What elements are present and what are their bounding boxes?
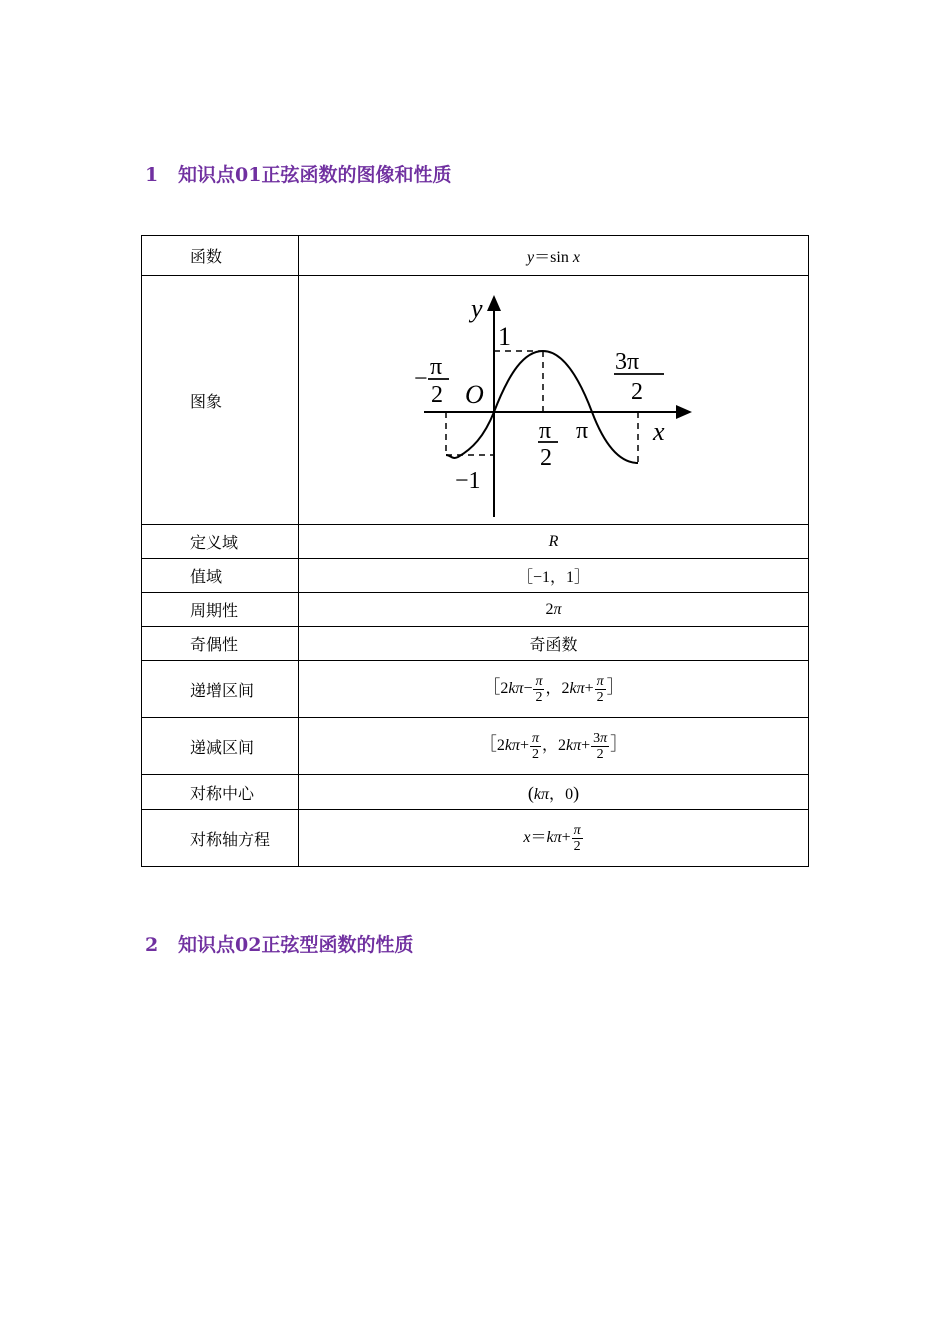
interval-comma: ， <box>545 680 562 698</box>
min-value-label: −1 <box>454 467 481 494</box>
row-label-axis: 对称轴方程 <box>142 810 299 867</box>
fraction-3pi-over-2 <box>591 731 609 762</box>
row-label-graph: 图象 <box>142 276 299 525</box>
neg-half-pi-minus: − <box>413 365 428 392</box>
fraction-numerator <box>591 731 609 747</box>
fraction-pi-over-2 <box>572 823 583 854</box>
fraction-numerator: π <box>531 730 539 746</box>
table-row <box>142 593 809 627</box>
neg-half-pi-numerator: π <box>429 353 442 380</box>
three-half-pi-numerator: 3π <box>614 348 639 375</box>
parity-value: 奇函数 <box>299 627 809 661</box>
fraction-denominator: 2 <box>531 746 539 762</box>
domain-value: R <box>299 525 809 559</box>
y-axis-label: y <box>470 293 483 323</box>
max-value-label: 1 <box>497 321 511 351</box>
center-comma: ， <box>549 785 566 803</box>
table-row <box>142 810 809 867</box>
row-label-center: 对称中心 <box>142 775 299 810</box>
fraction-pi-over-2 <box>595 674 606 705</box>
numerator-pi: π <box>600 730 608 746</box>
pi-label: π <box>575 417 588 444</box>
period-pi: π <box>553 600 562 618</box>
fraction-denominator: 2 <box>535 689 543 705</box>
function-y: y <box>527 249 535 266</box>
table-row <box>142 775 809 810</box>
x-axis-label: x <box>652 416 665 446</box>
interval-k: k <box>566 737 574 755</box>
table-row <box>142 661 809 718</box>
axis-plus: + <box>561 828 571 846</box>
section-number: 2 <box>145 934 159 956</box>
fraction-denominator: 2 <box>573 838 581 854</box>
function-x: x <box>572 249 580 266</box>
fraction-numerator: π <box>573 822 581 838</box>
center-value <box>299 775 809 810</box>
axis-pi: π <box>553 828 562 846</box>
table-row <box>142 236 809 276</box>
sine-graph <box>414 283 694 518</box>
axis-eq-sign: ＝ <box>530 828 547 846</box>
interval-k: k <box>508 680 516 698</box>
table-row <box>142 525 809 559</box>
table-row <box>142 559 809 593</box>
interval-left-bracket: ［ <box>482 677 501 698</box>
half-pi-denominator: 2 <box>539 444 552 471</box>
row-label-period: 周期性 <box>142 593 299 627</box>
row-label-decreasing: 递减区间 <box>142 718 299 775</box>
interval-right-bracket: ］ <box>610 734 629 755</box>
three-half-pi-denominator: 2 <box>630 378 643 405</box>
graph-cell <box>299 276 809 525</box>
fraction-denominator: 2 <box>596 689 604 705</box>
interval-right-bracket: ］ <box>606 677 625 698</box>
interval-two: 2 <box>561 680 570 698</box>
axis-x: x <box>523 828 531 846</box>
sine-properties-table <box>141 235 809 867</box>
fraction-pi-over-2 <box>533 674 544 705</box>
interval-plus: + <box>519 737 529 755</box>
fraction-numerator: π <box>596 673 604 689</box>
interval-pi: π <box>511 737 520 755</box>
table-row <box>142 276 809 525</box>
table-row <box>142 627 809 661</box>
fraction-pi-over-2 <box>530 731 541 762</box>
interval-comma: ， <box>541 737 558 755</box>
period-value <box>299 593 809 627</box>
center-zero: 0 <box>565 785 574 803</box>
section-heading-1 <box>145 160 451 187</box>
fraction-numerator: π <box>535 673 543 689</box>
interval-k: k <box>504 737 512 755</box>
row-label-function: 函数 <box>142 236 299 276</box>
row-label-parity: 奇偶性 <box>142 627 299 661</box>
half-pi-numerator: π <box>538 417 551 444</box>
interval-two: 2 <box>496 737 505 755</box>
interval-minus: − <box>523 680 533 698</box>
interval-k: k <box>569 680 577 698</box>
neg-half-pi-denominator: 2 <box>430 381 443 408</box>
fraction-denominator: 2 <box>596 746 604 762</box>
range-value: ［−1，1］ <box>299 559 809 593</box>
interval-pi: π <box>515 680 524 698</box>
center-pi: π <box>541 785 550 803</box>
function-value <box>299 236 809 276</box>
interval-pi: π <box>573 737 582 755</box>
interval-left-bracket: ［ <box>478 734 497 755</box>
row-label-increasing: 递增区间 <box>142 661 299 718</box>
origin-label: O <box>464 379 484 409</box>
interval-pi: π <box>576 680 585 698</box>
axis-equation <box>299 810 809 867</box>
section-number: 1 <box>145 164 159 186</box>
row-label-domain: 定义域 <box>142 525 299 559</box>
interval-two: 2 <box>558 737 566 755</box>
interval-two: 2 <box>500 680 509 698</box>
center-k: k <box>533 785 542 803</box>
decreasing-interval <box>299 718 809 775</box>
function-eq: ＝sin <box>534 249 569 266</box>
interval-plus: + <box>584 680 594 698</box>
section-heading-2 <box>145 930 413 957</box>
table-row <box>142 718 809 775</box>
section-title: 知识点02正弦型函数的性质 <box>178 934 414 956</box>
center-right-paren: ) <box>573 782 580 803</box>
numerator-three: 3 <box>593 730 601 746</box>
period-two: 2 <box>545 600 554 618</box>
axis-k: k <box>546 828 554 846</box>
center-left-paren: ( <box>527 782 534 803</box>
interval-plus: + <box>581 737 591 755</box>
row-label-range: 值域 <box>142 559 299 593</box>
increasing-interval <box>299 661 809 718</box>
section-title: 知识点01正弦函数的图像和性质 <box>178 164 452 186</box>
